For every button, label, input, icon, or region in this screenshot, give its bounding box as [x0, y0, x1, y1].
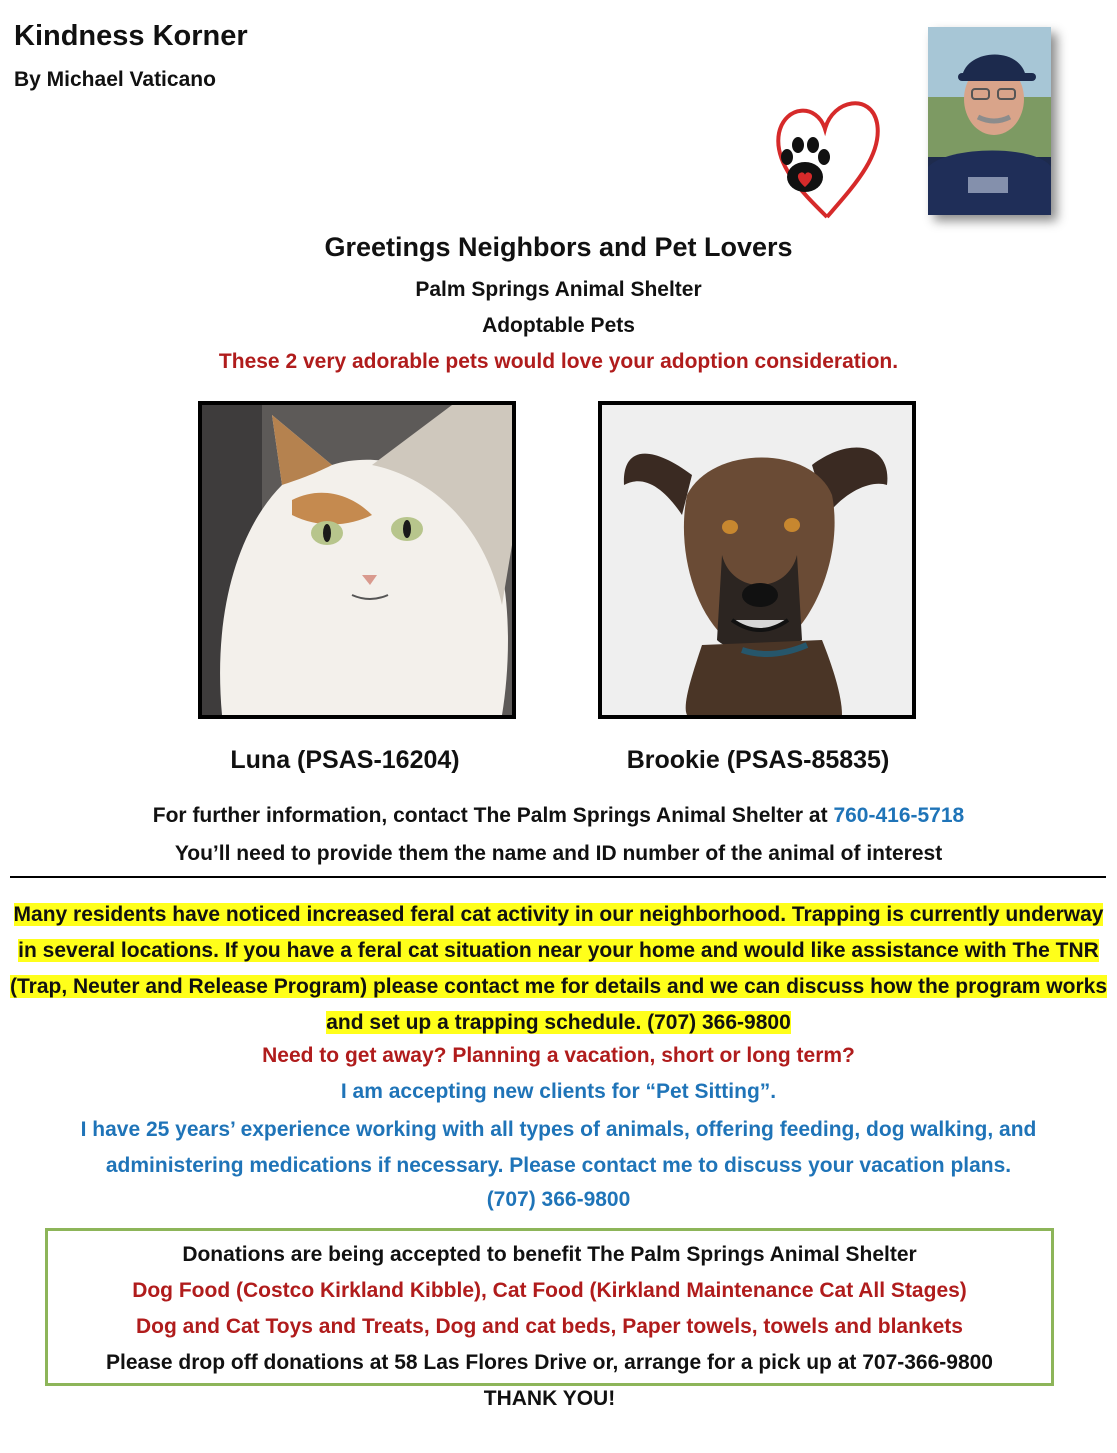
column-title: Kindness Korner	[14, 20, 248, 52]
greeting-heading: Greetings Neighbors and Pet Lovers	[324, 232, 793, 262]
donations-supplies: Dog and Cat Toys and Treats, Dog and cat beds, Paper towels, towels and blankets	[136, 1315, 963, 1338]
cat-photo	[198, 401, 516, 719]
vacation-question: Need to get away? Planning a vacation, short or long term?	[262, 1044, 855, 1067]
pet-name-brookie: Brookie (PSAS-85835)	[626, 746, 890, 774]
dog-photo	[598, 401, 916, 719]
pet-sitting-experience: I have 25 years’ experience working with all types of animals, offering feeding, dog walking, and administering medications if necessary. Please contact me to discuss your vacation plans.	[80, 1118, 1037, 1177]
donations-heading: Donations are being accepted to benefit The Palm Springs Animal Shelter	[182, 1243, 917, 1266]
heart-paw-icon	[765, 95, 885, 223]
shelter-phone-link[interactable]: 760-416-5718	[833, 804, 965, 827]
divider	[10, 876, 1106, 878]
pet-sitting-phone[interactable]: (707) 366-9800	[486, 1188, 631, 1211]
pet-sitting-announcement: I am accepting new clients for “Pet Sitting”.	[340, 1080, 777, 1103]
donations-food: Dog Food (Costco Kirkland Kibble), Cat Food (Kirkland Maintenance Cat All Stages)	[132, 1279, 967, 1302]
contact-note: You’ll need to provide them the name and ID number of the animal of interest	[174, 842, 943, 865]
shelter-name: Palm Springs Animal Shelter	[415, 278, 702, 301]
pet-name-luna: Luna (PSAS-16204)	[230, 746, 460, 774]
feral-cat-text: Many residents have noticed increased feral cat activity in our neighborhood. Trapping is currently underway in several locations. If you have a feral cat situation near your home and would like assistance with The TNR (Trap, Neuter and Release Program) please contact me for details and we can discuss how the program works and set up a trapping schedule. (707) 366-9800	[10, 903, 1107, 1034]
shelter-contact-line	[0, 804, 1117, 828]
pets-tagline: These 2 very adorable pets would love your adoption consideration.	[218, 350, 899, 373]
donations-dropoff: Please drop off donations at 58 Las Flores Drive or, arrange for a pick up at 707-366-9800	[106, 1351, 993, 1374]
byline: By Michael Vaticano	[14, 68, 216, 91]
shelter-contact-text: For further information, contact The Palm Springs Animal Shelter at	[152, 804, 834, 827]
donations-thanks: THANK YOU!	[483, 1387, 616, 1410]
author-photo	[928, 27, 1051, 215]
feral-cat-notice	[10, 897, 1107, 1041]
section-title: Adoptable Pets	[482, 314, 635, 337]
donations-box	[45, 1228, 1054, 1410]
